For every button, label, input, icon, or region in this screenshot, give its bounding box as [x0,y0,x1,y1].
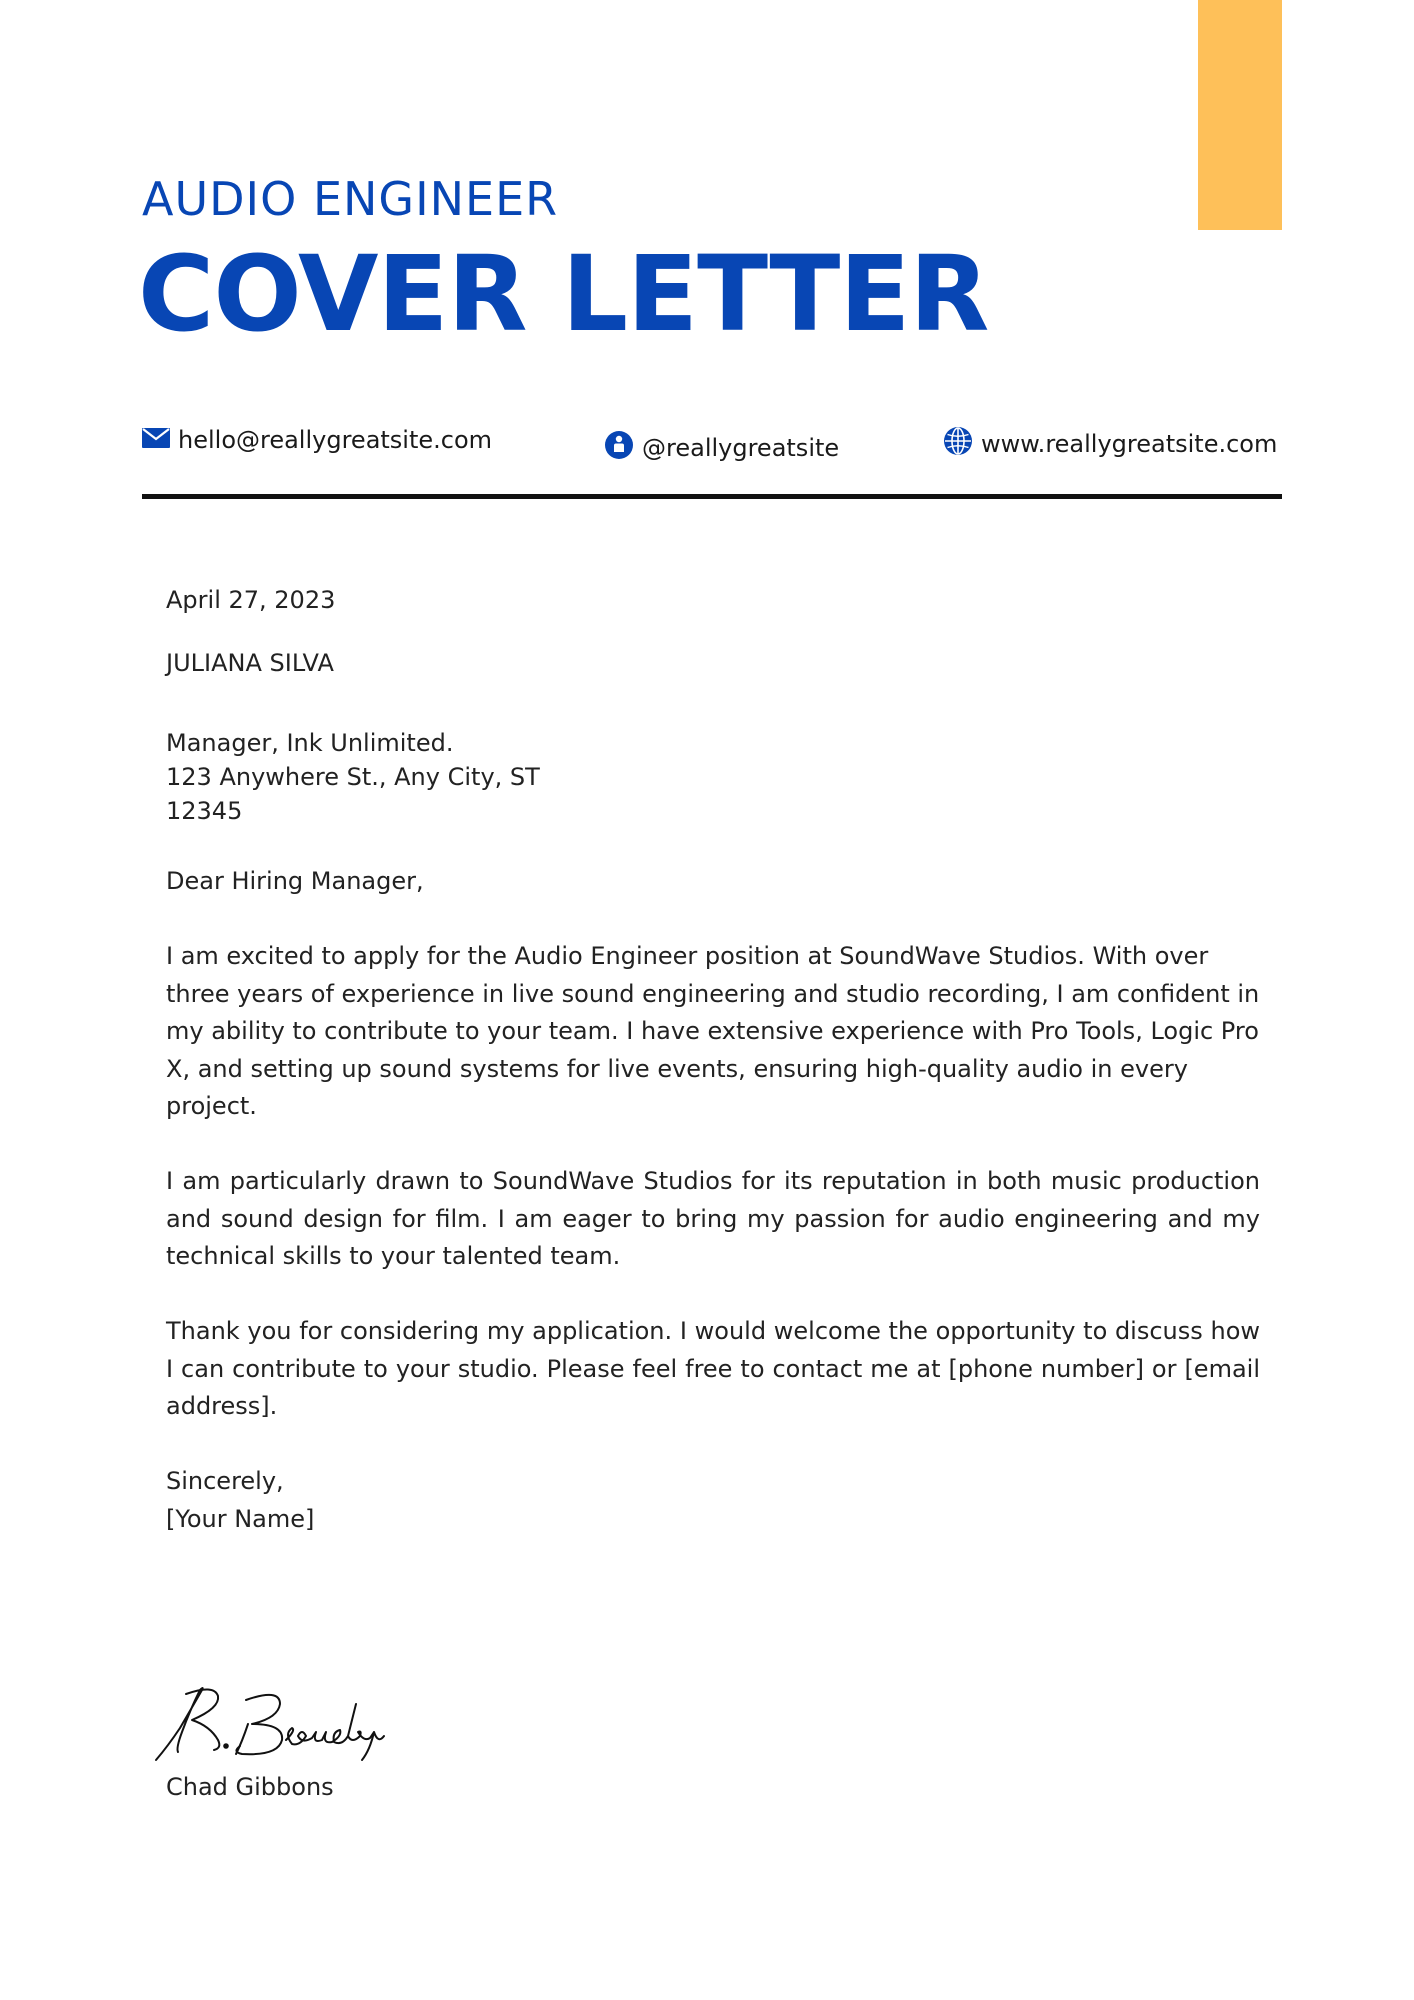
letter-greeting: Dear Hiring Manager, [166,867,424,895]
recipient-address-line-1: Manager, Ink Unlimited. [166,729,454,757]
contact-email[interactable] [142,426,492,454]
recipient-address-line-2: 123 Anywhere St., Any City, ST [166,763,540,791]
closing-name-placeholder: [Your Name] [166,1505,315,1533]
letter-paragraph-1: I am excited to apply for the Audio Engineer position at SoundWave Studios. With over three years of experience in live sound engineering and studio recording, I am confident in my ability to contribute to your team. I have extensive experience with Pro Tools, Logic Pro X, and setting up sound systems for live events, ensuring high-quality audio in every project. [166,942,1260,1120]
letter-paragraph-3: Thank you for considering my application. I would welcome the opportunity to discuss how I can contribute to your studio. Please feel free to contact me at [phone number] or [email address]. [166,1317,1260,1420]
accent-bar [1198,0,1282,230]
letter-date: April 27, 2023 [166,586,336,614]
signer-name: Chad Gibbons [166,1773,334,1801]
recipient-name: JULIANA SILVA [166,649,334,677]
letter-closing: Sincerely, [166,1467,284,1495]
page-title: COVER LETTER [138,233,989,355]
globe-icon [943,426,973,462]
contact-website[interactable] [943,426,1277,462]
header-divider [142,494,1282,499]
letter-paragraph-2: I am particularly drawn to SoundWave Studios for its reputation in both music production and sound design for film. I am eager to bring my passion for audio engineering and my technical skills to your talented team. [166,1167,1260,1270]
contact-social[interactable] [604,430,839,466]
handwritten-signature [152,1680,392,1766]
social-handle-text: @reallygreatsite [642,434,840,462]
envelope-icon [142,426,170,454]
recipient-address-line-3: 12345 [166,797,243,825]
email-text: hello@reallygreatsite.com [178,426,493,454]
job-title: AUDIO ENGINEER [142,172,559,226]
website-text: www.reallygreatsite.com [981,430,1278,458]
person-icon [604,430,634,466]
